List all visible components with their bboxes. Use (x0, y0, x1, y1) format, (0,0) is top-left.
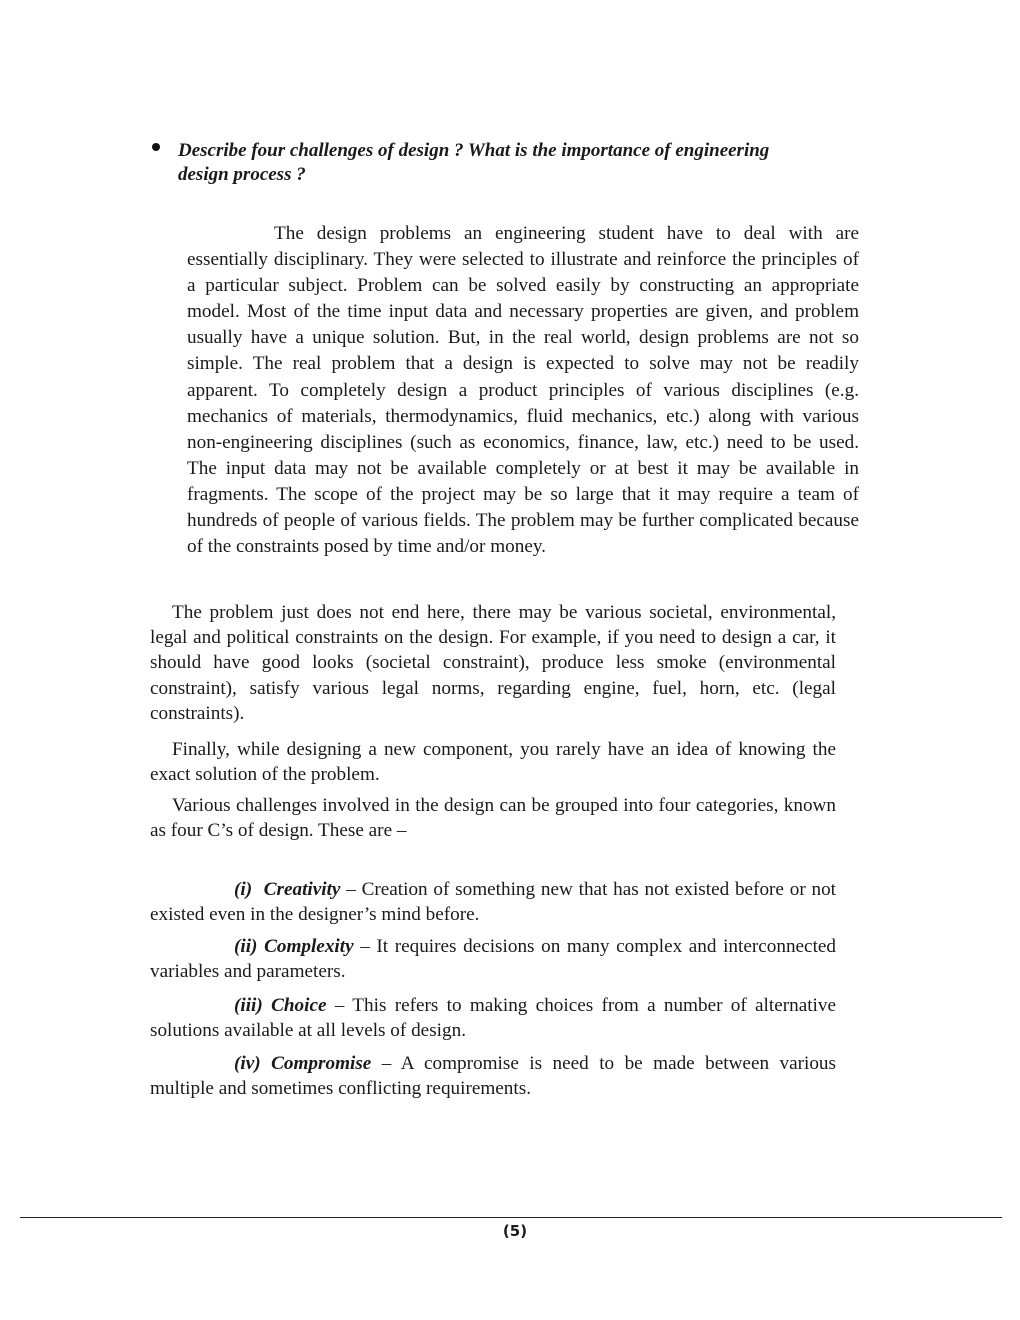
paragraph-finally: Finally, while designing a new component, you rarely have an idea of knowing the exact solution of the problem. (150, 739, 836, 786)
challenge-item-choice (150, 993, 836, 1043)
challenge-term: Compromise (271, 1053, 372, 1074)
challenge-number: (i) (234, 879, 253, 900)
challenge-number: (iii) (234, 995, 263, 1016)
question-text: Describe four challenges of design ? What is the importance of engineering design process ? (178, 140, 770, 185)
challenge-description: – A compromise is need to be made between various multiple and sometimes conflicting requirements. (150, 1053, 836, 1100)
challenge-description: – It requires decisions on many complex and interconnected variables and parameters. (150, 936, 837, 983)
paragraph-constraints: The problem just does not end here, there may be various societal, environmental, legal and political constraints on the design. For example, if you need to design a car, it should have good looks (societal constraint), produce less smoke (environmental constraint), satisfy various legal norms, regarding engine, fuel, horn, etc. (legal constraints). (150, 602, 836, 724)
footer-divider (20, 1217, 1002, 1218)
challenge-number: (ii) (234, 936, 258, 957)
challenge-term: Creativity (263, 879, 341, 900)
bullet-icon (152, 143, 160, 151)
challenge-item-compromise (150, 1051, 836, 1101)
challenge-number: (iv) (234, 1053, 261, 1074)
challenge-item-complexity (150, 934, 836, 984)
challenge-item-creativity (150, 877, 836, 927)
paragraph-intro: The design problems an engineering student have to deal with are essentially disciplinary. They were selected to illustrate and reinforce the principles of a particular subject. Problem can be solved easily by constructing an appropriate model. Most of the time input data and necessary properties are given, and problem usually have a unique solution. But, in the real world, design problems are not so simple. The real problem that a design is expected to solve may not be readily apparent. To completely design a product principles of various disciplines (e.g. mechanics of materials, thermodynamics, fluid mechanics, etc.) along with various non-engineering disciplines (such as economics, finance, law, etc.) need to be used. The input data may not be available completely or at best it may be available in fragments. The scope of the project may be so large that it may require a team of hundreds of people of various fields. The problem may be further complicated because of the constraints posed by time and/or money. (187, 223, 859, 558)
challenge-description: – Creation of something new that has not existed before or not existed even in the designer’s mind before. (150, 879, 837, 926)
challenge-description: – This refers to making choices from a number of alternative solutions available at all levels of design. (150, 995, 836, 1042)
page-number: (5) (502, 1222, 528, 1240)
challenge-term: Complexity (264, 936, 354, 957)
question-heading (152, 139, 812, 187)
challenge-term: Choice (271, 995, 327, 1016)
paragraph-four-cs: Various challenges involved in the design can be grouped into four categories, known as four C’s of design. These are – (150, 795, 836, 842)
